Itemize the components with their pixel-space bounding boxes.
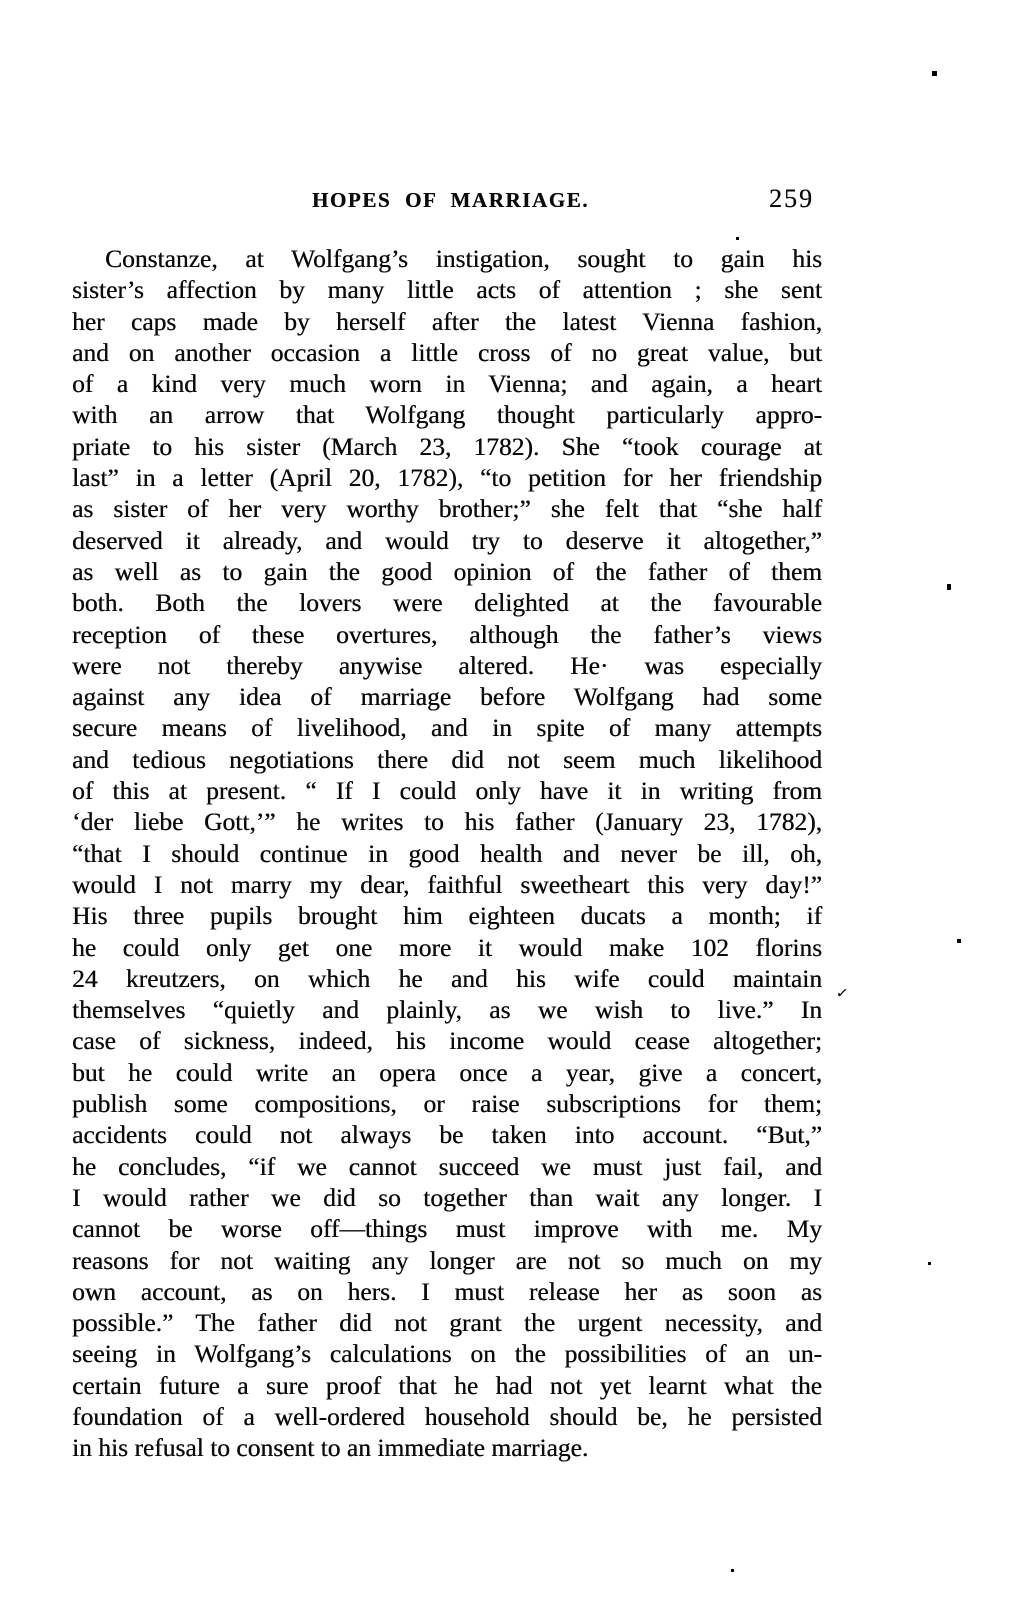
text-line: “that I should continue in good health and never be ill, oh, bbox=[72, 838, 822, 868]
text-line: themselves “quietly and plainly, as we wish to live.” In bbox=[72, 995, 822, 1025]
text-line: I would rather we did so together than wait any longer. I bbox=[72, 1182, 822, 1212]
scan-speck bbox=[947, 584, 951, 590]
text-line: and on another occasion a little cross of no great value, but bbox=[72, 337, 822, 367]
text-line: priate to his sister (March 23, 1782). She “took courage at bbox=[72, 431, 822, 461]
page-number: 259 bbox=[769, 184, 814, 213]
scan-speck bbox=[736, 237, 739, 240]
text-line: seeing in Wolfgang’s calculations on the possibilities of an un- bbox=[72, 1339, 822, 1369]
text-line: ‘der liebe Gott,’” he writes to his father (January 23, 1782), bbox=[72, 807, 822, 837]
text-line: against any idea of marriage before Wolfgang had some bbox=[72, 682, 822, 712]
text-line: possible.” The father did not grant the urgent necessity, and bbox=[72, 1308, 822, 1338]
text-line: foundation of a well-ordered household should be, he persisted bbox=[72, 1401, 822, 1431]
text-line: he could only get one more it would make 102 florins bbox=[72, 932, 822, 962]
text-line: were not thereby anywise altered. He· was especially bbox=[72, 650, 822, 680]
text-line: with an arrow that Wolfgang thought particularly appro- bbox=[72, 400, 822, 430]
text-line: and tedious negotiations there did not seem much likelihood bbox=[72, 744, 822, 774]
scan-speck bbox=[932, 71, 937, 76]
running-header: HOPES OF MARRIAGE. bbox=[312, 188, 590, 212]
scan-speck bbox=[731, 1569, 734, 1572]
text-line: last” in a letter (April 20, 1782), “to petition for her friendship bbox=[72, 463, 822, 493]
text-line: accidents could not always be taken into account. “But,” bbox=[72, 1120, 822, 1150]
text-line: sister’s affection by many little acts of attention ; she sent bbox=[72, 275, 822, 305]
body-text bbox=[72, 243, 822, 1464]
text-line: but he could write an opera once a year, give a concert, bbox=[72, 1057, 822, 1087]
text-line: as sister of her very worthy brother;” she felt that “she half bbox=[72, 494, 822, 524]
text-line: Constanze, at Wolfgang’s instigation, sought to gain his bbox=[105, 244, 822, 273]
text-line: he concludes, “if we cannot succeed we must just fail, and bbox=[72, 1151, 822, 1181]
text-line: of a kind very much worn in Vienna; and again, a heart bbox=[72, 369, 822, 399]
text-line: certain future a sure proof that he had not yet learnt what the bbox=[72, 1370, 822, 1400]
text-line: her caps made by herself after the latest Vienna fashion, bbox=[72, 306, 822, 336]
text-line: reasons for not waiting any longer are not so much on my bbox=[72, 1245, 822, 1275]
text-line: would I not marry my dear, faithful sweetheart this very day!” bbox=[72, 869, 822, 899]
text-line: secure means of livelihood, and in spite of many attempts bbox=[72, 713, 822, 743]
text-line: as well as to gain the good opinion of the father of them bbox=[72, 556, 822, 586]
text-line: reception of these overtures, although the father’s views bbox=[72, 619, 822, 649]
text-line: in his refusal to consent to an immediate marriage. bbox=[72, 1433, 589, 1463]
text-line: of this at present. “ If I could only have it in writing from bbox=[72, 776, 822, 806]
text-line: own account, as on hers. I must release her as soon as bbox=[72, 1276, 822, 1306]
text-line: His three pupils brought him eighteen ducats a month; if bbox=[72, 901, 822, 931]
text-line: 24 kreutzers, on which he and his wife could maintain bbox=[72, 963, 822, 993]
text-line: publish some compositions, or raise subscriptions for them; bbox=[72, 1089, 822, 1119]
ink-tick-mark: ✓ bbox=[834, 983, 850, 1003]
scan-speck bbox=[928, 1262, 931, 1265]
text-line: cannot be worse off—things must improve with me. My bbox=[72, 1214, 822, 1244]
text-line: both. Both the lovers were delighted at the favourable bbox=[72, 588, 822, 618]
text-line: case of sickness, indeed, his income would cease altogether; bbox=[72, 1026, 822, 1056]
scan-speck bbox=[957, 939, 961, 943]
text-line: deserved it already, and would try to deserve it altogether,” bbox=[72, 525, 822, 555]
